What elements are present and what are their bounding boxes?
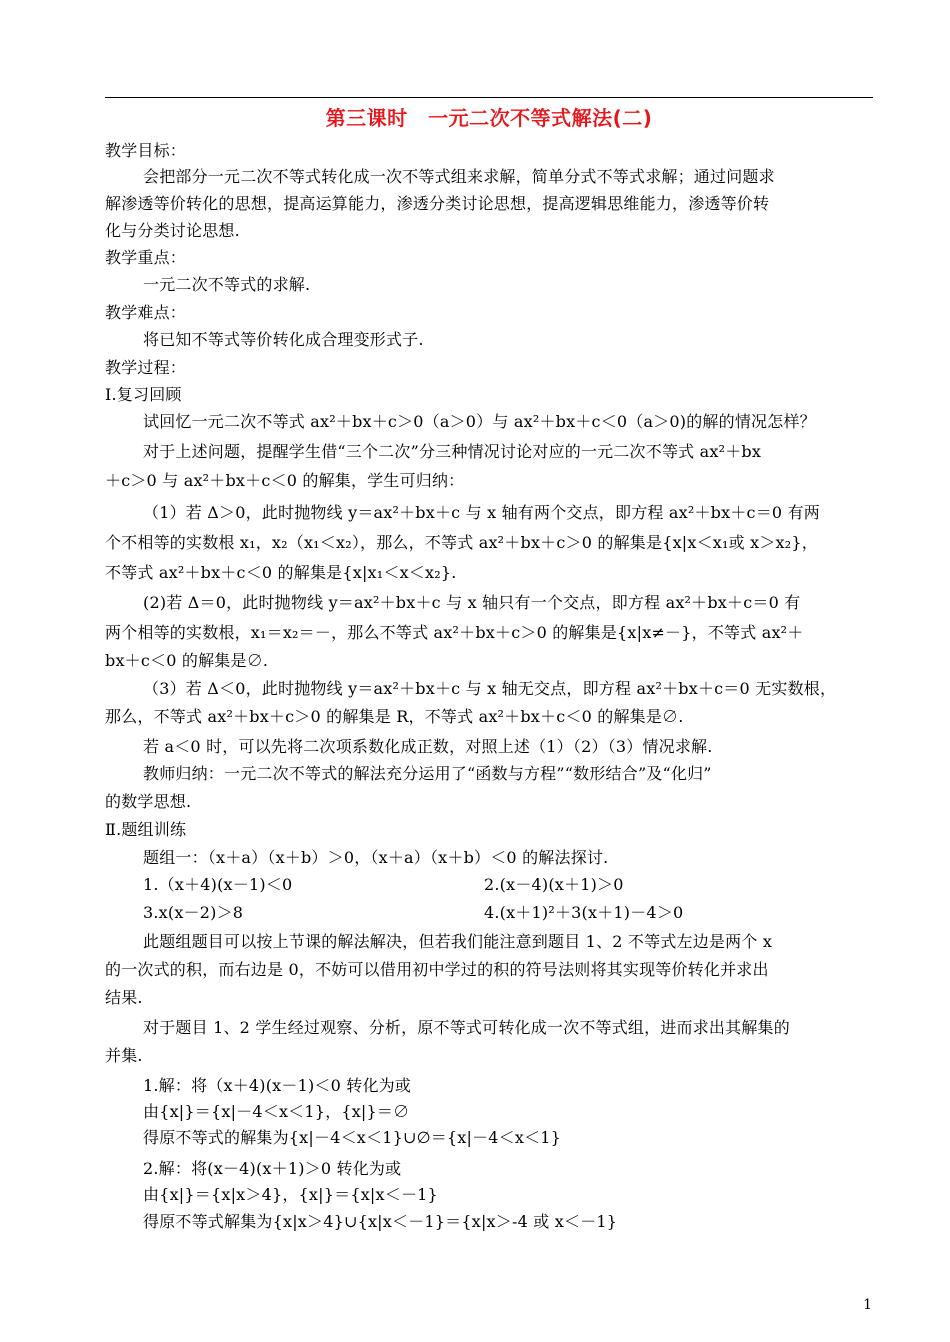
text-line: 2.解：将(x－4)(x＋1)＞0 转化为或: [143, 1159, 402, 1178]
text-line: 试回忆一元二次不等式 ax²＋bx＋c＞0（a＞0）与 ax²＋bx＋c＜0（a＞0)的解的情况怎样？: [143, 412, 816, 431]
text-line: （3）若 Δ＜0，此时抛物线 y＝ax²＋bx＋c 与 x 轴无交点，即方程 ax²＋bx＋c＝0 无实数根，: [143, 679, 837, 698]
text-line: 教学过程：: [105, 358, 187, 377]
page-number: 1: [863, 1297, 872, 1313]
text-line: 将已知不等式等价转化成合理变形式子.: [143, 330, 424, 349]
text-line: 此题组题目可以按上节课的解法解决，但若我们能注意到题目 1、2 不等式左边是两个 x: [143, 932, 773, 951]
text-line: 得原不等式的解集为{x|－4＜x＜1}∪∅＝{x|－4＜x＜1}: [143, 1128, 562, 1147]
text-line: 解渗透等价转化的思想，提高运算能力，渗透分类讨论思想，提高逻辑思维能力，渗透等价转: [105, 194, 770, 213]
text-line: Ⅱ.题组训练: [105, 820, 187, 839]
text-line: 对于题目 1、2 学生经过观察、分析，原不等式可转化成一次不等式组，进而求出其解集的: [143, 1018, 790, 1037]
text-line: 3.x(x－2)＞8: [143, 903, 244, 922]
text-line: ＋c＞0 与 ax²＋bx＋c＜0 的解集，学生可归纳：: [105, 471, 465, 490]
text-line: 不等式 ax²＋bx＋c＜0 的解集是{x|x₁＜x＜x₂}.: [105, 563, 457, 582]
text-line: 题组一：（x＋a）（x＋b）＞0，（x＋a）（x＋b）＜0 的解法探讨.: [143, 848, 609, 867]
text-line: 1.解：将（x＋4)(x－1)＜0 转化为或: [143, 1076, 412, 1095]
text-line: 的一次式的积，而右边是 0，不妨可以借用初中学过的积的符号法则将其实现等价转化并求出: [105, 960, 769, 979]
text-line: 个不相等的实数根 x₁，x₂（x₁＜x₂），那么，不等式 ax²＋bx＋c＞0 的解集是{x|x＜x₁或 x＞x₂}，: [105, 533, 818, 552]
text-line: 由{x|}＝{x|x＞4}，{x|}＝{x|x＜－1}: [143, 1185, 438, 1204]
text-line: 两个相等的实数根，x₁＝x₂＝－，那么不等式 ax²＋bx＋c＞0 的解集是{x|x≠－}，不等式 ax²＋: [105, 623, 804, 642]
text-line: 对于上述问题，提醒学生借“三个二次”分三种情况讨论对应的一元二次不等式 ax²＋bx: [143, 442, 762, 461]
text-line: 教学重点：: [105, 248, 187, 267]
text-line: 2.(x－4)(x＋1)＞0: [484, 875, 624, 894]
text-line: 那么，不等式 ax²＋bx＋c＞0 的解集是 R，不等式 ax²＋bx＋c＜0 的解集是∅.: [105, 707, 684, 726]
text-line: 1.（x＋4)(x－1)＜0: [143, 875, 293, 894]
text-line: 会把部分一元二次不等式转化成一次不等式组来求解，简单分式不等式求解；通过问题求: [143, 167, 775, 186]
text-line: 结果.: [105, 988, 143, 1007]
text-line: 4.(x＋1)²＋3(x＋1)－4＞0: [484, 903, 684, 922]
text-line: 的数学思想.: [105, 792, 192, 811]
text-line: 一元二次不等式的求解.: [143, 275, 311, 294]
text-line: (2)若 Δ＝0，此时抛物线 y＝ax²＋bx＋c 与 x 轴只有一个交点，即方程 ax²＋bx＋c＝0 有: [143, 593, 801, 612]
text-line: 教学难点：: [105, 303, 187, 322]
text-line: Ⅰ.复习回顾: [105, 385, 182, 404]
text-line: bx＋c＜0 的解集是∅.: [105, 651, 269, 670]
text-line: 教学目标：: [105, 141, 187, 160]
text-line: 由{x|}＝{x|－4＜x＜1}，{x|}＝∅: [143, 1102, 410, 1121]
text-line: （1）若 Δ＞0，此时抛物线 y＝ax²＋bx＋c 与 x 轴有两个交点，即方程 ax²＋bx＋c＝0 有两: [143, 503, 820, 522]
text-line: 并集.: [105, 1046, 143, 1065]
header-rule: [105, 97, 873, 98]
page-title: 第三课时 一元二次不等式解法(二): [325, 106, 653, 130]
text-line: 若 a＜0 时，可以先将二次项系数化成正数，对照上述（1）（2）（3）情况求解.: [143, 737, 713, 756]
text-line: 化与分类讨论思想.: [105, 221, 240, 240]
text-line: 教师归纳：一元二次不等式的解法充分运用了“函数与方程”“数形结合”及“化归”: [143, 764, 712, 783]
text-line: 得原不等式解集为{x|x＞4}∪{x|x＜－1}＝{x|x＞-4 或 x＜－1}: [143, 1212, 618, 1231]
